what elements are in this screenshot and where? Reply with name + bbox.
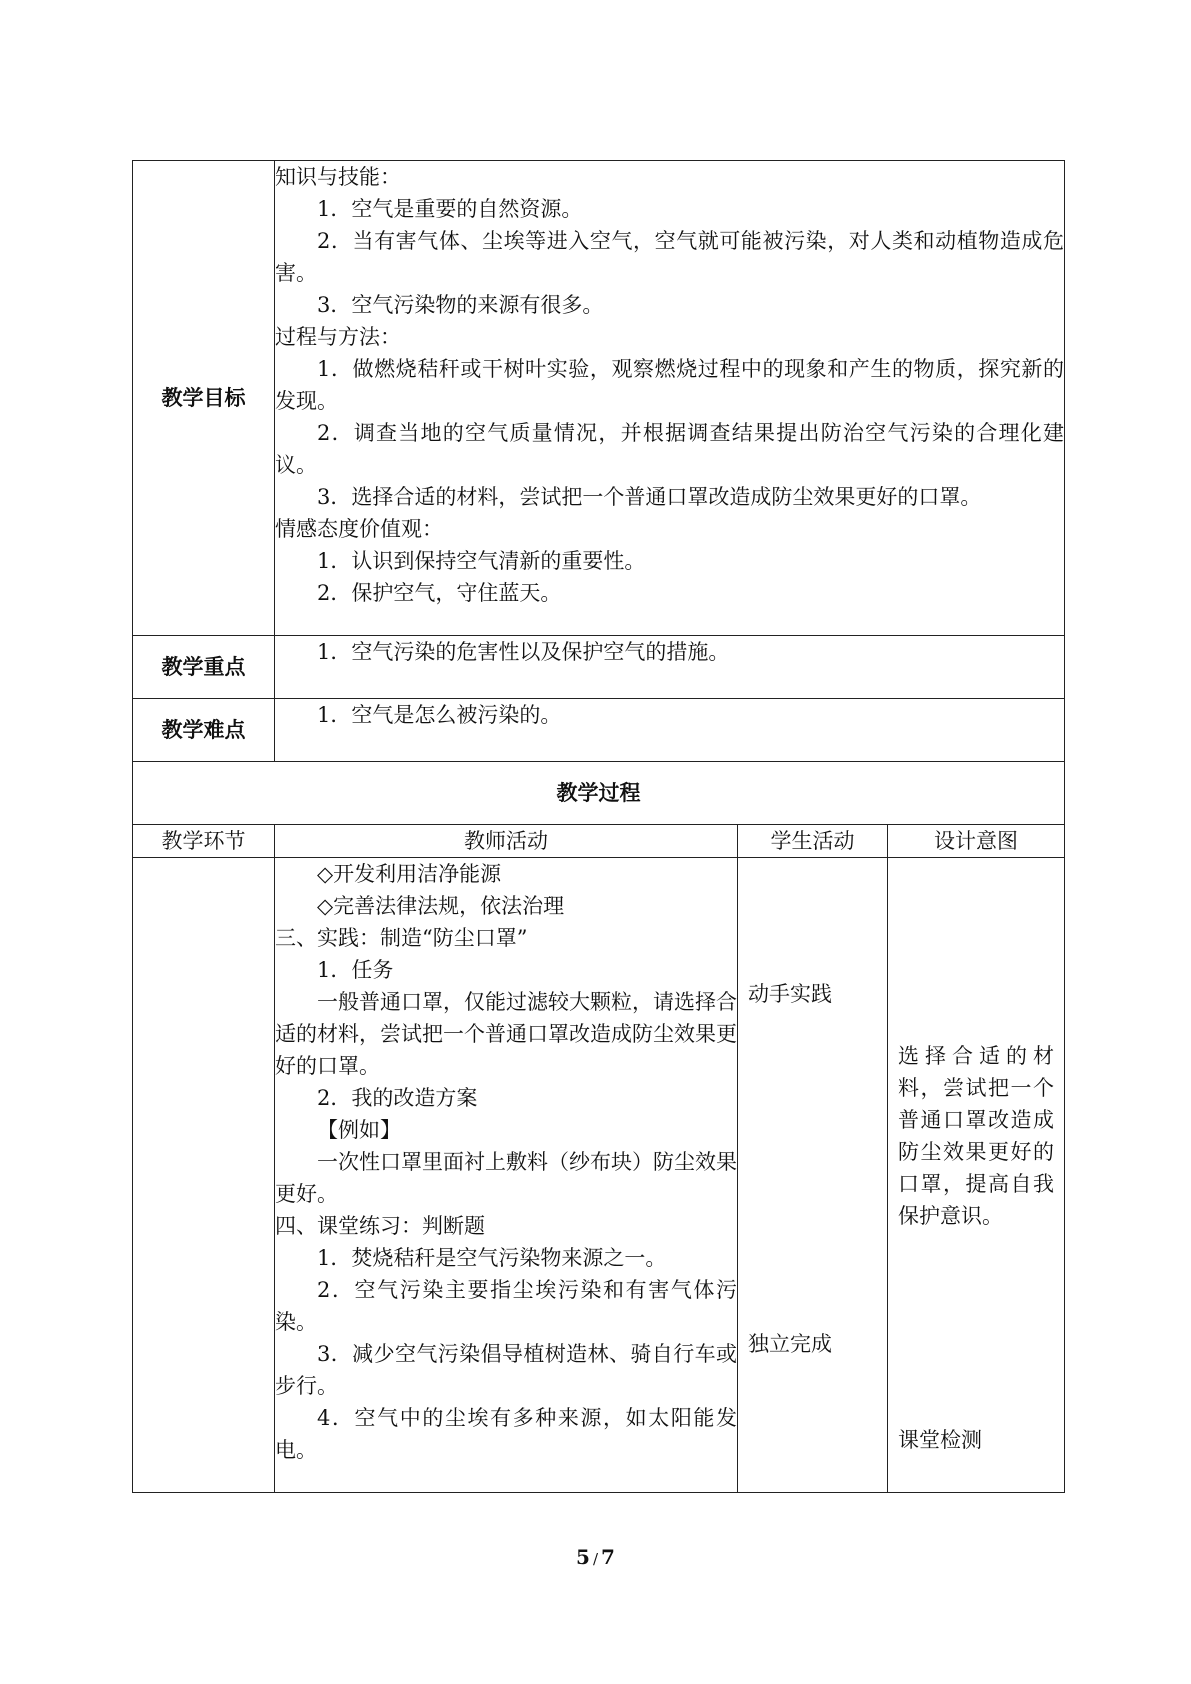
teacher-line: 【例如】: [317, 1118, 401, 1142]
student-activity-cell: [738, 858, 888, 1493]
teacher-line: 一般普通口罩，仅能过滤较大颗粒，请选择合适的材料，尝试把一个普通口罩改造成防尘效果更好的口罩。: [275, 990, 737, 1078]
process-title: 教学过程: [133, 762, 1065, 825]
key-points-text: 1．空气污染的危害性以及保护空气的措施。: [317, 640, 730, 664]
header-stage: 教学环节: [133, 825, 275, 858]
key-points-label: 教学重点: [133, 636, 275, 699]
teacher-line: 1．焚烧秸秆是空气污染物来源之一。: [317, 1246, 667, 1270]
page-current: 5: [576, 1545, 590, 1569]
student-activity: 动手实践: [748, 982, 832, 1006]
teacher-line: 4．空气中的尘埃有多种来源，如太阳能发电。: [275, 1406, 737, 1462]
objective-line: 1．认识到保持空气清新的重要性。: [317, 549, 646, 573]
teacher-line: ◇完善法律法规，依法治理: [317, 894, 565, 918]
objectives-content: [275, 161, 1065, 636]
process-header-row: [133, 825, 1065, 858]
objective-line: 2．调查当地的空气质量情况，并根据调查结果提出防治空气污染的合理化建议。: [275, 421, 1065, 477]
design-intent-cell: [888, 858, 1065, 1493]
teacher-line: 2．我的改造方案: [317, 1086, 478, 1110]
page-total: 7: [601, 1545, 615, 1569]
objective-line: 3．选择合适的材料，尝试把一个普通口罩改造成防尘效果更好的口罩。: [317, 485, 982, 509]
objectives-row: [133, 161, 1065, 636]
stage-cell: [133, 858, 275, 1493]
page-separator: /: [592, 1550, 599, 1568]
difficulties-label: 教学难点: [133, 699, 275, 762]
design-intent: 课堂检测: [898, 1428, 982, 1452]
teacher-line: 四、课堂练习：判断题: [275, 1214, 485, 1238]
objective-line: 知识与技能：: [275, 165, 401, 189]
teacher-line: ◇开发利用洁净能源: [317, 862, 502, 886]
objective-line: 2．当有害气体、尘埃等进入空气，空气就可能被污染，对人类和动植物造成危害。: [275, 229, 1065, 285]
process-title-row: [133, 762, 1065, 825]
header-design: 设计意图: [888, 825, 1065, 858]
student-activity: 独立完成: [748, 1332, 832, 1356]
page-number: [0, 1545, 1191, 1569]
objective-line: 1．做燃烧秸秆或干树叶实验，观察燃烧过程中的现象和产生的物质，探究新的发现。: [275, 357, 1065, 413]
design-intent: 选择合适的材料，尝试把一个普通口罩改造成防尘效果更好的口罩，提高自我保护意识。: [898, 1044, 1055, 1228]
header-student: 学生活动: [738, 825, 888, 858]
objective-line: 3．空气污染物的来源有很多。: [317, 293, 604, 317]
key-points-row: [133, 636, 1065, 699]
teacher-activity-cell: [275, 858, 738, 1493]
teacher-line: 1．任务: [317, 958, 394, 982]
header-teacher: 教师活动: [275, 825, 738, 858]
lesson-plan-table: [132, 160, 1065, 1493]
difficulties-text: 1．空气是怎么被污染的。: [317, 703, 562, 727]
objective-line: 过程与方法：: [275, 325, 401, 349]
teacher-line: 一次性口罩里面衬上敷料（纱布块）防尘效果更好。: [275, 1150, 737, 1206]
objective-line: 情感态度价值观：: [275, 517, 443, 541]
process-content-row: [133, 858, 1065, 1493]
difficulties-row: [133, 699, 1065, 762]
objectives-label: 教学目标: [133, 161, 275, 636]
teacher-line: 3．减少空气污染倡导植树造林、骑自行车或步行。: [275, 1342, 737, 1398]
objective-line: 1．空气是重要的自然资源。: [317, 197, 583, 221]
teacher-line: 三、实践：制造“防尘口罩”: [275, 926, 528, 950]
objective-line: 2．保护空气，守住蓝天。: [317, 581, 562, 605]
teacher-line: 2．空气污染主要指尘埃污染和有害气体污染。: [275, 1278, 737, 1334]
